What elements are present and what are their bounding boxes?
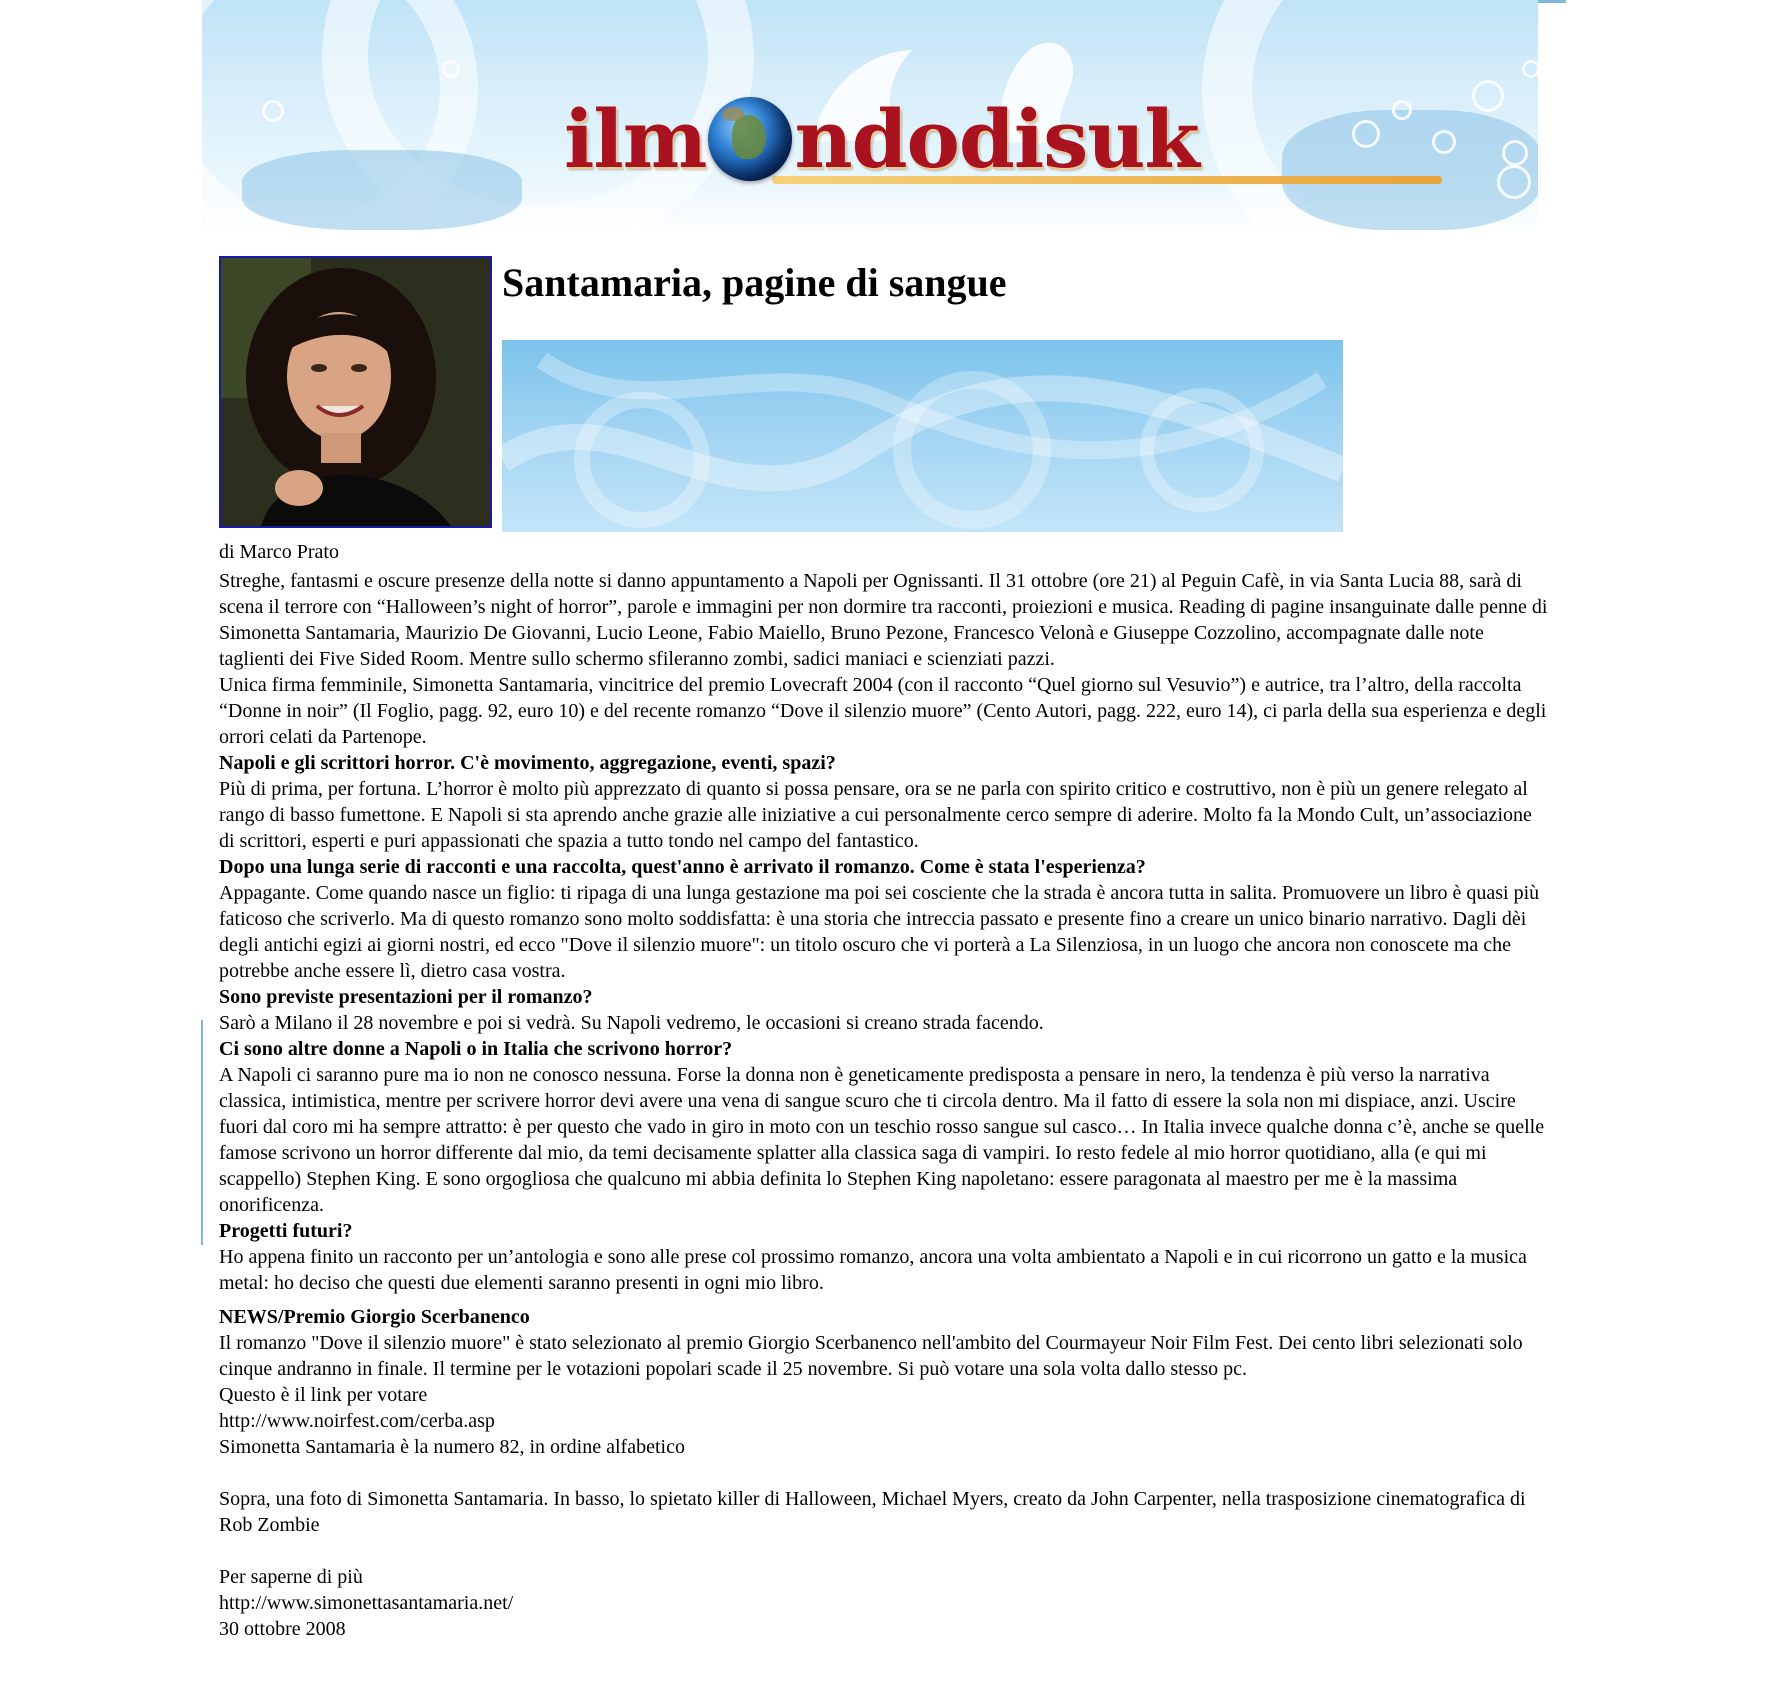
globe-icon bbox=[708, 97, 792, 181]
article-body bbox=[219, 568, 1549, 1642]
photo-caption: Sopra, una foto di Simonetta Santamaria. In basso, lo spietato killer di Halloween, Michael Myers, creato da John Carpenter, nella trasposizione cinematografica di Rob Zombie bbox=[219, 1488, 1526, 1536]
banner-splash bbox=[1282, 110, 1538, 230]
banner-bubble bbox=[1497, 165, 1531, 199]
banner-splash bbox=[242, 150, 522, 230]
banner-bubble bbox=[1522, 60, 1538, 78]
banner-bubble bbox=[1392, 100, 1412, 120]
interview-answer: Sarò a Milano il 28 novembre e poi si vedrà. Su Napoli vedremo, le occasioni si creano strada facendo. bbox=[219, 1012, 1044, 1034]
byline: di Marco Prato bbox=[219, 541, 339, 563]
banner-bubble bbox=[1432, 130, 1456, 154]
interview-question: Dopo una lunga serie di racconti e una raccolta, quest'anno è arrivato il romanzo. Come è stata l'esperienza? bbox=[219, 856, 1146, 878]
news-note: Simonetta Santamaria è la numero 82, in ordine alfabetico bbox=[219, 1436, 685, 1458]
logo-text-end: ndodisuk bbox=[794, 92, 1199, 186]
paragraph-intro-2: Unica firma femminile, Simonetta Santamaria, vincitrice del premio Lovecraft 2004 (con il racconto “Quel giorno sul Vesuvio”) e autrice, tra l’altro, della raccolta “Donne in noir” (Il Foglio, pagg. 92, euro 10) e del recente romanzo “Dove il silenzio muore” (Cento Autori, pagg. 222, euro 14), ci parla della sua esperienza e degli orrori celati da Partenope. bbox=[219, 674, 1547, 748]
banner-bubble bbox=[1472, 80, 1504, 112]
left-border-line bbox=[201, 1020, 203, 1245]
title-banner-image bbox=[502, 340, 1343, 532]
author-photo bbox=[219, 256, 492, 528]
news-vote-link[interactable]: http://www.noirfest.com/cerba.asp bbox=[219, 1410, 495, 1432]
banner-bubble bbox=[442, 60, 460, 78]
interview-question: Napoli e gli scrittori horror. C'è movimento, aggregazione, eventi, spazi? bbox=[219, 752, 836, 774]
interview-answer: Ho appena finito un racconto per un’antologia e sono alle prese col prossimo romanzo, ancora una volta ambientato a Napoli e in cui ricorrono un gatto e la musica metal: ho deciso che questi due elementi saranno presenti in ogni mio libro. bbox=[219, 1246, 1527, 1294]
banner-texture bbox=[502, 340, 1343, 532]
banner-bubble bbox=[1502, 140, 1528, 166]
site-header-banner bbox=[202, 0, 1538, 236]
banner-bubble bbox=[1352, 120, 1380, 148]
interview-answer: Appagante. Come quando nasce un figlio: ti ripaga di una lunga gestazione ma poi sei cosciente che la strada è ancora tutta in salita. Promuovere un libro è quasi più faticoso che scriverlo. Ma di questo romanzo sono molto soddisfatta: è una storia che intreccia passato e presente fino a creare un unico binario narrativo. Dagli dèi degli antichi egizi ai giorni nostri, ed ecco "Dove il silenzio muore": un titolo oscuro che vi porterà a La Silenziosa, in un luogo che ancora non conoscete ma che potrebbe anche essere lì, dietro casa vostra. bbox=[219, 882, 1540, 982]
spacer bbox=[219, 1460, 1549, 1486]
site-logo[interactable] bbox=[564, 94, 1199, 184]
interview-question: Progetti futuri? bbox=[219, 1220, 353, 1242]
author-website-link[interactable]: http://www.simonettasantamaria.net/ bbox=[219, 1592, 514, 1614]
interview-answer: Più di prima, per fortuna. L’horror è molto più apprezzato di quanto si possa pensare, ora se ne parla con spirito critico e costruttivo, non è più un genere relegato al rango di basso fumettone. E Napoli si sta aprendo anche grazie alle iniziative a cui personalmente cerco sempre di aderire. Molto fa la Mondo Cult, un’associazione di scrittori, esperti e puri appassionati che spazia a tutto tondo nel campo del fantastico. bbox=[219, 778, 1532, 852]
article-title: Santamaria, pagine di sangue bbox=[502, 260, 1007, 305]
more-info-label: Per saperne di più bbox=[219, 1566, 363, 1588]
spacer bbox=[219, 1538, 1549, 1564]
logo-text-start: ilm bbox=[564, 92, 707, 186]
paragraph-intro: Streghe, fantasmi e oscure presenze della notte si danno appuntamento a Napoli per Ognissanti. Il 31 ottobre (ore 21) al Peguin Cafè, in via Santa Lucia 88, sarà di scena il terrore con “Halloween’s night of horror”, parole e immagini per non dormire tra racconti, proiezioni e musica. Reading di pagine insanguinate dalle penne di Simonetta Santamaria, Maurizio De Giovanni, Lucio Leone, Fabio Maiello, Bruno Pezone, Francesco Velonà e Giuseppe Cozzolino, accompagnate dalle note taglienti dei Five Sided Room. Mentre sullo schermo sfileranno zombi, sadici maniaci e scienziati pazzi. bbox=[219, 570, 1548, 670]
news-text: Il romanzo "Dove il silenzio muore" è stato selezionato al premio Giorgio Scerbanenco nell'ambito del Courmayeur Noir Film Fest. Dei cento libri selezionati solo cinque andranno in finale. Il termine per le votazioni popolari scade il 25 novembre. Si può votare una sola volta dallo stesso pc. bbox=[219, 1332, 1523, 1380]
interview-question: Ci sono altre donne a Napoli o in Italia che scrivono horror? bbox=[219, 1038, 733, 1060]
banner-bubble bbox=[262, 100, 284, 122]
interview-question: Sono previste presentazioni per il romanzo? bbox=[219, 986, 593, 1008]
portrait-image bbox=[221, 258, 490, 526]
publish-date: 30 ottobre 2008 bbox=[219, 1618, 346, 1640]
news-link-intro: Questo è il link per votare bbox=[219, 1384, 428, 1406]
header-edge-line bbox=[1538, 0, 1566, 3]
interview-answer: A Napoli ci saranno pure ma io non ne conosco nessuna. Forse la donna non è geneticamente predisposta a pensare in nero, la tendenza è più verso la narrativa classica, intimistica, mentre per scrivere horror devi avere una vena di sangue scuro che ti circola dentro. Ma il fatto di essere la sola non mi dispiace, anzi. Uscire fuori dal coro mi ha sempre attratto: è per questo che vado in giro in moto con un teschio rosso sangue sul casco… In Italia invece qualche donna c’è, anche se quelle famose scrivono un horror differente dal mio, da temi decisamente splatter alla classica saga di vampiri. Io resto fedele al mio horror quotidiano, alla (e qui mi scappello) Stephen King. E sono orgogliosa che qualcuno mi abbia definita lo Stephen King napoletano: essere paragonata al maestro per me è la massima onorificenza. bbox=[219, 1064, 1545, 1216]
news-heading: NEWS/Premio Giorgio Scerbanenco bbox=[219, 1306, 530, 1328]
